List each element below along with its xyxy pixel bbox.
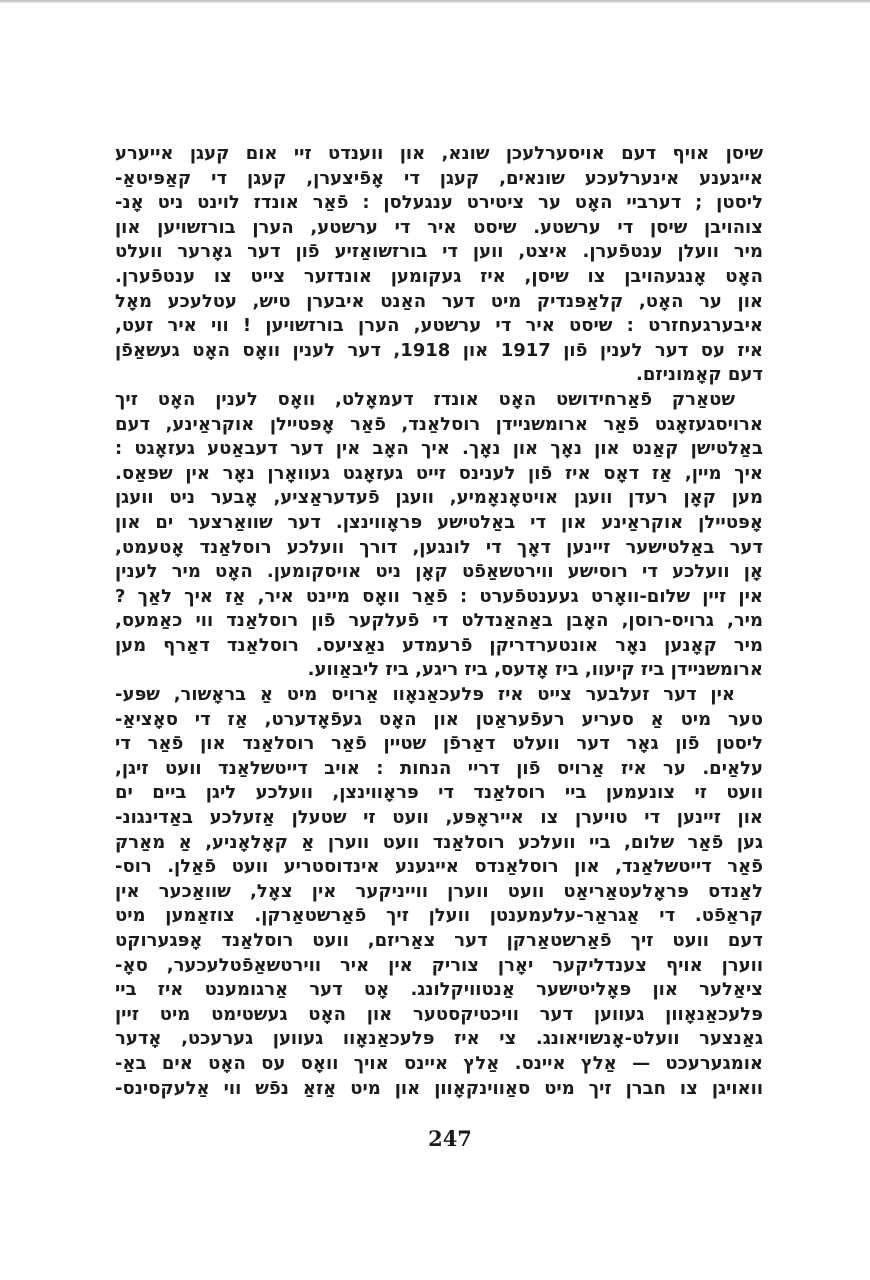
text-line: אומגערעכט — אַלץ איינס. אַלץ איינס אויך וואָס עס האָט אים באַ- [115,1052,763,1074]
text-line: פּלעכאַנאָוון געווען דער וויכטיקסטער און האָט געשטימט מיט זיין [115,1003,763,1025]
scan-edge-line [0,0,870,3]
text-block [115,142,763,1101]
text-line: האָט אָנגעהויבן צו שיסן, איז געקומען אונדזער צייט צו ענטפֿערן. [115,265,763,287]
text-line: איז עס דער לענין פֿון 1917 און 1918, דער לענין וואָס האָט געשאַפֿן [115,339,763,361]
paragraph [115,142,763,388]
text-line: ווערן אויף צענדליקער יאָרן צוריק אין איר ווירטשאַפֿטלעכער, סאָ- [115,954,763,976]
paragraph [115,388,763,683]
text-line: מיר קאָנען נאָר אונטערדריקן פֿרעמדע נאַציעס. רוסלאַנד דאַרף מען [115,634,763,656]
text-line: מיר וועלן ענטפֿערן. איצט, ווען די בורזשואַזיע פֿון דער גאָרער וועלט [115,241,763,263]
text-line: און זיינען די טויערן צו אייראָפּע, וועט זי שטעלן אַזעלכע באַדינגונ- [115,807,763,829]
text-line: גאַנצער וועלט-אָנשויאונג. צי איז פּלעכאַנאָוו געווען גערעכט, אָדער [115,1028,763,1050]
text-line: אָן וועלכע די רוסישע ווירטשאַפֿט קאָן ניט אויסקומען. האָט מיר לענין [115,561,763,583]
paragraph [115,683,763,1101]
text-line: ארויסגעזאָגט פֿאַר ארומשניידן רוסלאַנד, פֿאַר אָפּטיילן אוקראַינע, דעם [115,413,763,435]
text-line: וועט זי צונעמען ביי רוסלאַנד די פּראָווינצן, וועלכע ליגן ביים ים [115,782,763,804]
text-line: באַלטישן קאַנט און נאָך און נאָך. איך האָב אין דער דעבאַטע געזאָגט : [115,438,763,460]
text-line: אין דער זעלבער צייט איז פּלעכאַנאָוו אַרויס מיט אַ בראָשור, שפּע- [115,684,735,706]
text-line: קראַפֿט. די אַגראַר-עלעמענטן וועלן זיך פֿאַרשטאַרקן. צוזאַמען מיט [115,905,763,927]
text-line: לאַנדס פּראָלעטאַריאַט וועט ווערן ווייניקער אין צאָל, שוואַכער אין [115,880,763,902]
text-line: שטאַרק פֿאַרחידושט האָט אונדז דעמאָלט, וואָס לענין האָט זיך [115,388,735,410]
text-line: איבערגעחזרט : שיסט איר די ערשטע, הערן בורזשויען ! ווי איר זעט, [115,315,763,337]
text-line: דעם וועט זיך פֿאַרשטאַרקן דער צאַריזם, וועט רוסלאַנד אָפּגערוקט [115,930,763,951]
text-line: דעם קאָמוניזם. [636,364,763,386]
text-line: מיר, גרויס-רוסן, האָבן באַהאַנדלט די פֿעלקער פֿון רוסלאַנד ווי כאַמעס, [115,610,763,632]
text-line: ציאַלער און פּאָליטישער אַנטוויקלונג. אָט דער אַרגומענט איז ביי [115,979,763,1001]
text-line: פֿאַר דייטשלאַנד, און רוסלאַנדס אייגענע אינדוסטריע וועט פֿאַלן. רוס- [115,856,763,878]
text-line: גען פֿאַר שלום, ביי וועלכע רוסלאַנד וועט ווערן אַ קאָלאָניע, אַ מאַרק [115,831,763,853]
text-line: אָפּטיילן אוקראַינע און די באַלטישע פּראָווינצן. דער שוואַרצער ים און [115,511,763,533]
text-line: מען קאָן רעדן וועגן אויטאָנאָמיע, וועגן פֿעדעראַציע, אָבער ניט וועגן [115,487,763,509]
text-line: אין זיין שלום-וואָרט געענטפֿערט : פֿאַר וואָס מיינט איר, אַז איך לאַך ? [115,585,763,607]
text-line: אייגענע אינערלעכע שונאים, קעגן די אָפֿיצערן, קעגן די קאַפּיטאַ- [115,167,763,189]
text-line: עלאַים. ער איז אַרויס פֿון דריי הנחות : אויב דייטשלאַנד וועט זיגן, [115,757,763,779]
text-line: ליסטן פֿון גאָר דער וועלט דאַרפֿן שטיין פֿאַר רוסלאַנד און פֿאַר די [115,733,763,755]
page-number: 247 [428,1126,472,1151]
text-line: און ער האָט, קלאַפּנדיק מיט דער האַנט איבערן טיש, עטלעכע מאָל [115,290,763,312]
text-line: טער מיט אַ סעריע רעפֿעראַטן און האָט געפֿאָדערט, אַז די סאָציאַ- [115,708,763,730]
text-line: איך מיין, אַז דאָס איז פֿון לענינס זייט געזאָגט געוואָרן נאָר אין שפּאַס. [115,462,763,484]
text-line: ליסטן ; דערביי האָט ער ציטירט ענגעלסן : פֿאַר אונדז לוינט ניט אָנ- [115,192,763,214]
text-line: שיסן אויף דעם אויסערלעכן שונא, און ווענדט זיי אום קעגן אייערע [115,143,763,164]
text-line: צוהויבן שיסן די ערשטע. שיסט איר די ערשטע, הערן בורזשויען און [115,216,763,238]
text-line: וואויגן צו חברן זיך מיט סאַווינקאָוון און מיט אַזאַ נפֿש ווי אַלעקסינס- [115,1077,763,1099]
text-line: דער באַלטישער זיינען דאָך די לונגען, דורך וועלכע רוסלאַנד אָטעמט, [115,536,763,558]
text-line: ארומשניידן ביז קיעוו, ביז אָדעס, ביז ריגע, ביז ליבאַווע. [307,659,763,681]
